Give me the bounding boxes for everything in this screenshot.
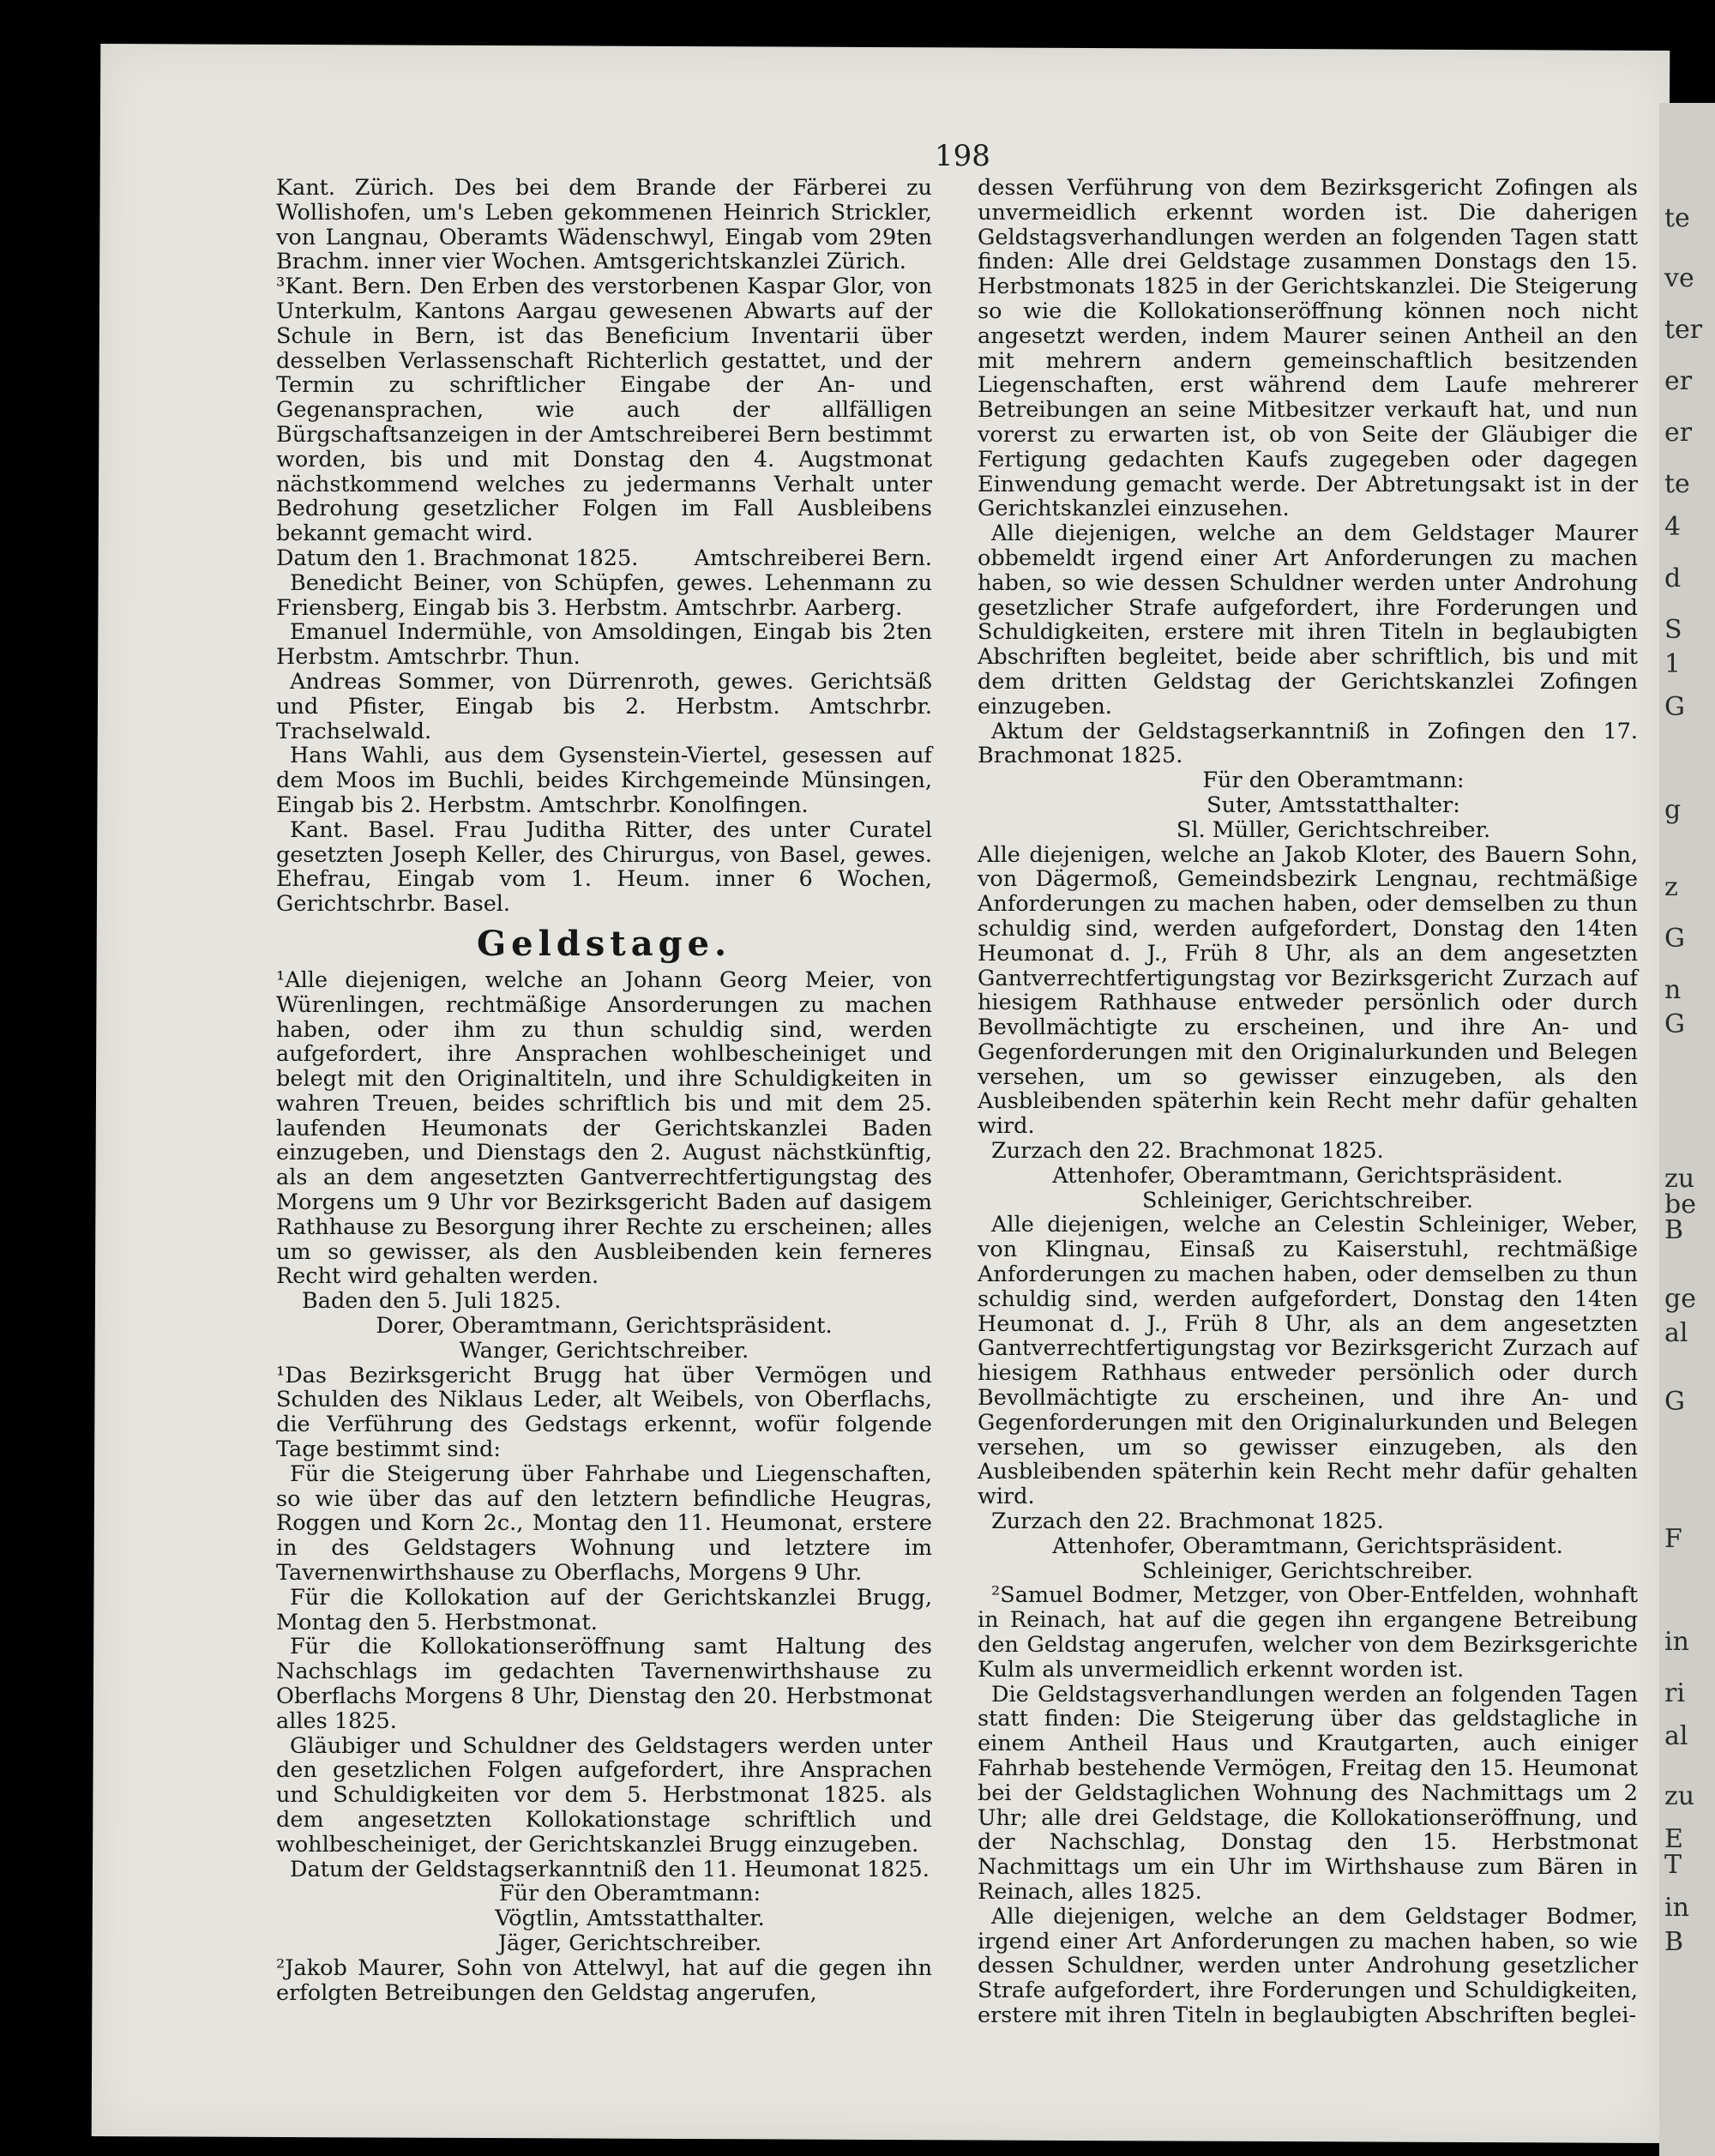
- edge-fragment: G: [1664, 692, 1685, 722]
- edge-fragment: F: [1664, 1524, 1682, 1554]
- edge-fragment: g: [1664, 795, 1682, 825]
- edge-fragment: in: [1664, 1893, 1689, 1923]
- notice-paragraph: Die Geldstagsverhandlungen werden an folgenden Tagen statt finden: Die Steigerung über das geldstagliche in einem Antheil Haus und Krautgarten, auch einiger Fahrhab bestehende Vermögen, Freitag den 15. Heumonat bei der Geldstaglichen Wohnung des Nachmittags um 2 Uhr; alle drei Geldstage, die Kollokationseröffnung, und der Nachschlag, Donstag den 15. Herbstmonat Nachmittags um ein Uhr im Wirthshause zum Bären in Reinach, alles 1825.: [978, 1681, 1638, 1905]
- next-page-edge: [1659, 103, 1715, 2156]
- notice-date: Baden den 5. Juli 1825.: [302, 1288, 562, 1315]
- notice-paragraph: Für die Kollokationseröffnung samt Haltung des Nachschlags im gedachten Tavernenwirthshause zu Oberflachs Morgens 8 Uhr, Dienstag den 20. Herbstmonat alles 1825.: [276, 1634, 932, 1734]
- notice-beiner: Benedicht Beiner, von Schüpfen, gewes. Lehenmann zu Friensberg, Eingab bis 3. Herbstm. Amtschrbr. Aarberg.: [276, 569, 932, 621]
- notice-bodmer: ²Samuel Bodmer, Metzger, von Ober-Entfelden, wohnhaft in Reinach, hat auf die gegen ihn ergangene Betreibung den Geldstag angerufen, welcher von dem Bezirksgerichte Kulm als unvermeidlich erkennt worden ist.: [978, 1582, 1638, 1683]
- notice-date: Datum den 1. Brachmonat 1825.: [276, 545, 639, 571]
- edge-fragment: S: [1664, 615, 1682, 645]
- edge-fragment: 1: [1664, 649, 1682, 679]
- signature-line: Wanger, Gerichtschreiber.: [459, 1337, 749, 1364]
- notice-bern-footer: [276, 546, 932, 571]
- notice-date: Aktum der Geldstagserkanntniß in Zofingen den 17. Brachmonat 1825.: [978, 718, 1638, 769]
- notice-date: Zurzach den 22. Brachmonat 1825.: [991, 1509, 1384, 1535]
- signature-line: Suter, Amtsstatthalter:: [1207, 792, 1460, 818]
- edge-fragment: zu: [1664, 1164, 1695, 1194]
- edge-fragment: al: [1664, 1721, 1688, 1751]
- notice-maurer-cont: dessen Verführung von dem Bezirksgericht Zofingen als unvermeidlich erkennt worden ist. Die daherigen Geldstagsverhandlungen werden an folgenden Tagen statt finden: Alle drei Geldstage zusammen Donstags den 15. Herbstmonats 1825 in der Gerichtskanzlei. Die Steigerung so wie die Kollokationseröffnung können noch nicht angesetzt werden, indem Maurer seinen Antheil an den mit mehrern andern gemeinschaftlich besitzenden Liegenschaften, erst während dem Laufe mehrerer Betreibungen an seine Mitbesitzer verkauft hat, und nun vorerst zu erwarten ist, ob von Seite der Gläubiger die Fertigung gedachten Kaufs zugegeben oder dagegen Einwendung gemacht werde. Der Abtretungsakt ist in der Gerichtskanzlei einzusehen.: [978, 175, 1638, 522]
- notice-paragraph: Für die Steigerung über Fahrhabe und Liegenschaften, so wie über das auf den letztern befindliche Heugras, Roggen und Korn 2c., Montag den 11. Heumonat, erstere in des Geldstagers Wohnung und letztere im Tavernenwirthshause zu Oberflachs, Morgens 9 Uhr.: [276, 1460, 932, 1587]
- signature-line: Vögtlin, Amtsstatthalter.: [495, 1906, 765, 1932]
- edge-fragment: B: [1664, 1927, 1684, 1957]
- edge-fragment: 4: [1664, 512, 1682, 542]
- notice-indermuehle: Emanuel Indermühle, von Amsoldingen, Eingab bis 2ten Herbstm. Amtschrbr. Thun.: [276, 619, 932, 671]
- edge-fragment: er: [1664, 366, 1693, 396]
- edge-fragment: d: [1664, 563, 1682, 593]
- signature-line: Dorer, Oberamtmann, Gerichtspräsident.: [376, 1313, 833, 1340]
- edge-fragment: n: [1664, 975, 1682, 1005]
- edge-fragment: be: [1664, 1189, 1696, 1220]
- edge-fragment: G: [1664, 1009, 1685, 1039]
- signature-line: Sl. Müller, Gerichtschreiber.: [1176, 816, 1491, 843]
- notice-schleiniger: Alle diejenigen, welche an Celestin Schleiniger, Weber, von Klingnau, Einsaß zu Kaiserstuhl, rechtmäßige Anforderungen zu machen haben, oder demselben zu thun schuldig sind, werden aufgefordert, Donstag den 14ten Heumonat d. J., Früh 8 Uhr, als an dem angesetzten Gantverrechtfertigungstag vor Bezirksgericht Zurzach auf hiesigem Rathhaus entweder persönlich oder durch Bevollmächtigte zu erscheinen, und ihre An- und Gegenforderungen mit den Originalurkunden und Belegen versehen, um so gewisser einzugeben, als den Ausbleibenden späterhin kein Recht mehr dafür gehalten wird.: [978, 1212, 1638, 1510]
- notice-paragraph: Für die Kollokation auf der Gerichtskanzlei Brugg, Montag den 5. Herbstmonat.: [276, 1584, 932, 1635]
- signature-line: Attenhofer, Oberamtmann, Gerichtspräsident.: [1052, 1533, 1563, 1559]
- edge-fragment: ri: [1664, 1678, 1685, 1708]
- edge-fragment: zu: [1664, 1781, 1695, 1811]
- signature-line: Schleiniger, Gerichtschreiber.: [1141, 1187, 1474, 1214]
- edge-fragment: ge: [1664, 1284, 1696, 1314]
- notice-maurer: ²Jakob Maurer, Sohn von Attelwyl, hat auf die gegen ihn erfolgten Betreibungen den Geldstag angerufen,: [276, 1954, 932, 2006]
- edge-fragment: T: [1664, 1850, 1682, 1880]
- edge-fragment: te: [1664, 469, 1690, 499]
- left-column: [276, 176, 932, 2005]
- notice-paragraph: Gläubiger und Schuldner des Geldstagers werden unter den gesetzlichen Folgen aufgefordert, ihre Ansprachen und Schuldigkeiten vor dem 5. Herbstmonat 1825. als dem angesetzten Kollokationstage schriftlich und wohlbescheiniget, der Gerichtskanzlei Brugg einzugeben.: [276, 1732, 932, 1858]
- notice-sommer: Andreas Sommer, von Dürrenroth, gewes. Gerichtsäß und Pfister, Eingab bis 2. Herbstm. Amtschrbr. Trachselwald.: [276, 668, 932, 744]
- notice-leder: ¹Das Bezirksgericht Brugg hat über Vermögen und Schulden des Niklaus Leder, alt Weibels, von Oberflachs, die Verführung des Gedstags erkennt, wofür folgende Tage bestimmt sind:: [276, 1362, 932, 1463]
- edge-fragment: ve: [1664, 263, 1694, 293]
- notice-office: Amtschreiberei Bern.: [694, 545, 932, 571]
- edge-fragment: G: [1664, 1387, 1685, 1417]
- notice-wahli: Hans Wahli, aus dem Gysenstein-Viertel, gesessen auf dem Moos im Buchli, beides Kirchgemeinde Münsingen, Eingab bis 2. Herbstm. Amtschrbr. Konolfingen.: [276, 743, 932, 818]
- right-column: [978, 176, 1638, 2028]
- notice-date: Datum der Geldstagserkanntniß den 11. Heumonat 1825.: [290, 1856, 930, 1882]
- edge-fragment: z: [1664, 872, 1678, 902]
- edge-fragment: er: [1664, 418, 1693, 448]
- edge-fragment: B: [1664, 1215, 1684, 1245]
- edge-fragment: al: [1664, 1318, 1688, 1348]
- notice-paragraph: Alle diejenigen, welche an dem Geldstager Bodmer, irgend einer Art Anforderungen zu machen haben, so wie dessen Schuldner, werden unter Androhung gesetzlicher Strafe aufgefordert, ihre Forderungen und Schuldigkeiten, erstere mit ihren Titeln in beglaubigten Abschriften beglei-: [978, 1903, 1638, 2028]
- edge-fragment: E: [1664, 1824, 1683, 1854]
- edge-fragment: G: [1664, 924, 1685, 954]
- signature-line: Attenhofer, Oberamtmann, Gerichtspräsident.: [1052, 1162, 1563, 1189]
- notice-bern-glor: ³Kant. Bern. Den Erben des verstorbenen Kaspar Glor, von Unterkulm, Kantons Aargau gewesenen Abwarts auf der Schule in Bern, ist das Beneficium Inventarii über desselben Verlassenschaft Richterlich gestattet, und der Termin zu schriftlicher Eingabe der An- und Gegenansprachen, wie auch der allfälligen Bürgschaftsanzeigen in der Amtschreiberei Bern bestimmt worden, bis und mit Donstag den 4. Augstmonat nächstkommend welches zu jedermanns Verhalt unter Bedrohung gesetzlicher Folgen im Fall Ausbleibens bekannt gemacht wird.: [276, 274, 932, 547]
- signature-line: Für den Oberamtmann:: [498, 1881, 761, 1907]
- edge-fragment: te: [1664, 203, 1690, 233]
- notice-paragraph: Alle diejenigen, welche an dem Geldstager Maurer obbemeldt irgend einer Art Anforderungen zu machen haben, so wie dessen Schuldner werden unter Androhung gesetzlicher Strafe aufgefordert, ihre Forderungen und Schuldigkeiten, erstere mit ihren Titeln in beglaubigten Abschriften begleitet, beide aber schriftlich, bis und mit dem dritten Geldstag der Gerichtskanzlei Zofingen einzugeben.: [978, 521, 1638, 720]
- notice-date: Zurzach den 22. Brachmonat 1825.: [991, 1138, 1384, 1165]
- notice-zurich: Kant. Zürich. Des bei dem Brande der Färberei zu Wollishofen, um's Leben gekommenen Heinrich Strickler, von Langnau, Oberamts Wädenschwyl, Eingab vom 29ten Brachm. inner vier Wochen. Amtsgerichtskanzlei Zürich.: [276, 175, 932, 275]
- signature-line: Für den Oberamtmann:: [1202, 768, 1465, 794]
- signature-line: Schleiniger, Gerichtschreiber.: [1141, 1557, 1474, 1584]
- notice-meier: ¹Alle diejenigen, welche an Johann Georg Meier, von Würenlingen, rechtmäßige Ansorderungen zu machen haben, oder ihm zu thun schuldig sind, werden aufgefordert, ihre Ansprachen wohlbescheiniget und belegt mit den Originaltiteln, und ihre Schuldigkeiten in wahren Treuen, beides schriftlich bis und mit dem 25. laufenden Heumonats der Gerichtskanzlei Baden einzugeben, und Dienstags den 2. August nächstkünftig, als an dem angesetzten Gantverrechtfertigungstag des Morgens um 9 Uhr vor Bezirksgericht Baden auf dasigem Rathhause zu Besorgung ihrer Rechte zu erscheinen; alles um so gewisser, als den Ausbleibenden kein ferneres Recht wird gehalten werden.: [276, 967, 932, 1290]
- page-number: 198: [935, 139, 990, 173]
- notice-kloter: Alle diejenigen, welche an Jakob Kloter, des Bauern Sohn, von Dägermoß, Gemeindsbezirk Lengnau, rechtmäßige Anforderungen zu machen haben, oder demselben zu thun schuldig sind, werden aufgefordert, Donstag den 14ten Heumonat d. J., Früh 8 Uhr, als an dem angesetzten Gantverrechtfertigungstag vor Bezirksgericht Zurzach auf hiesigem Rathhause entweder persönlich oder durch Bevollmächtigte zu erscheinen, und ihre An- und Gegenforderungen mit den Originalurkunden und Belegen versehen, um so gewisser einzugeben, als den Ausbleibenden späterhin kein Recht mehr dafür gehalten wird.: [978, 841, 1638, 1140]
- edge-fragment: ter: [1664, 315, 1703, 345]
- signature-line: Jäger, Gerichtschreiber.: [497, 1930, 762, 1956]
- notice-basel-ritter: Kant. Basel. Frau Juditha Ritter, des unter Curatel gesetzten Joseph Keller, des Chirurgus, von Basel, gewes. Ehefrau, Eingab vom 1. Heum. inner 6 Wochen, Gerichtschrbr. Basel.: [276, 816, 932, 918]
- section-heading: Geldstage.: [476, 923, 732, 964]
- edge-fragment: in: [1664, 1627, 1689, 1657]
